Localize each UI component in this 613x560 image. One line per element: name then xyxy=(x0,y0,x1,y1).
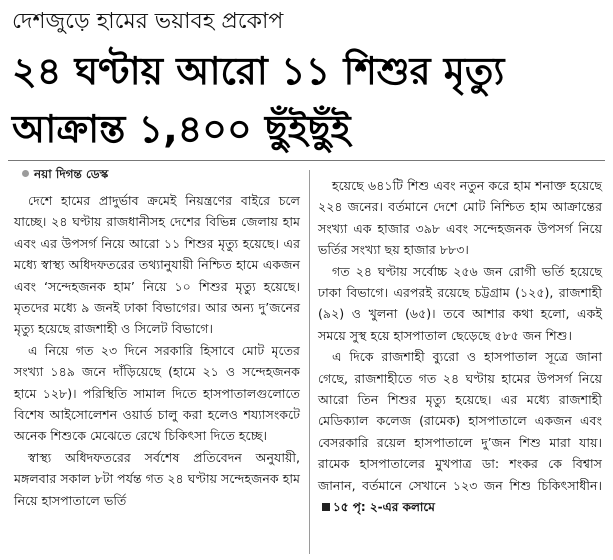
continuation-text: ১৫ পৃ: ২-এর কলামে xyxy=(333,500,435,515)
headline-line-2: আক্রান্ত ১,৪০০ ছুঁইছুঁই xyxy=(12,107,351,151)
article-column-right xyxy=(318,175,602,519)
paragraph: এ নিয়ে গত ২৩ দিনে সরকারি হিসাবে মোট মৃতের সংখ্যা ১৪৯ জনে দাঁড়িয়েছে (হামে ২১ ও সন্দেহজনক হামে ১২৮)। পরিস্থিতি সামাল দিতে হাসপাতালগুলোতে বিশেষ আইসোলেশন ওয়ার্ড চালু করা হলেও শয্যাসংকটে অনেক শিশুকে মেঝেতে রেখে চিকিৎসা দিতে হচ্ছে। xyxy=(14,342,300,444)
paragraph: গত ২৪ ঘণ্টায় সর্বোচ্চ ২৫৬ জন রোগী ভর্তি হয়েছে ঢাকা বিভাগে। এরপরই রয়েছে চট্টগ্রাম (১২৫), রাজশাহী (৯২) ও খুলনা (৬৫)। তবে আশার কথা হলো, একই সময়ে সুস্থ হয়ে হাসপাতাল ছেড়েছে ৫৮৫ জন শিশু। xyxy=(318,263,602,343)
continuation-note xyxy=(318,500,435,514)
paragraph: হয়েছে ৬৪১টি শিশু এবং নতুন করে হাম শনাক্ত হয়েছে ২২৪ জনের। বর্তমানে দেশে মোট নিশ্চিত হাম আক্রান্তের সংখ্যা এক হাজার ৩৯৮ এবং সন্দেহজনক উপসর্গ নিয়ে ভর্তির সংখ্যা ছয় হাজার ৮৮৩। xyxy=(318,178,602,258)
article-column-left xyxy=(14,190,300,511)
bullet-icon xyxy=(22,170,29,177)
paragraph: দেশে হামের প্রাদুর্ভাব ক্রমেই নিয়ন্ত্রণের বাইরে চলে যাচ্ছে। ২৪ ঘণ্টায় রাজধানীসহ দেশের বিভিন্ন জেলায় হাম এবং এর উপসর্গ নিয়ে আরো ১১ শিশুর মৃত্যু হয়েছে। এর মধ্যে স্বাস্থ্য অধিদফতরের তথ্যানুযায়ী নিশ্চিত হামে একজন এবং ‘সন্দেহজনক হাম’ নিয়ে ১০ শিশুর মৃত্যু হয়েছে। মৃতদের মধ্যে ৯ জনই ঢাকা বিভাগের। আর অন্য দু’জনের মৃত্যু হয়েছে রাজশাহী ও সিলেট বিভাগে। xyxy=(14,193,300,337)
column-divider xyxy=(309,170,310,554)
byline xyxy=(22,166,108,186)
headline-rule xyxy=(8,160,605,161)
paragraph-text: এ দিকে রাজশাহী ব্যুরো ও হাসপাতাল সূত্রে জানা গেছে, রাজশাহীতে গত ২৪ ঘণ্টায় হামের উপসর্গ নিয়ে আরো তিন শিশুর মৃত্যু হয়েছে। এর মধ্যে রাজশাহী মেডিক্যাল কলেজ (রামেক) হাসপাতালে একজন এবং বেসরকারি রয়েল হাসপাতালে দু’জন শিশু মারা যায়। রামেক হাসপাতালের মুখপাত্র ডা: শংকর কে বিশ্বাস জানান, বর্তমানে সেখানে ১২৩ জন শিশু চিকিৎসাধীন। xyxy=(318,349,602,493)
paragraph: স্বাস্থ্য অধিদফতরের সর্বশেষ প্রতিবেদন অনুযায়ী, মঙ্গলবার সকাল ৮টা পর্যন্ত গত ২৪ ঘণ্টায় সন্দেহজনক হাম নিয়ে হাসপাতালে ভর্তি xyxy=(14,449,300,508)
paragraph xyxy=(318,346,602,518)
byline-text: নয়া দিগন্ত ডেস্ক xyxy=(34,167,109,181)
kicker: দেশজুড়ে হামের ভয়াবহ প্রকোপ xyxy=(12,9,284,34)
headline-line-1: ২৪ ঘণ্টায় আরো ১১ শিশুর মৃত্যু xyxy=(12,49,505,93)
square-bullet-icon xyxy=(322,503,330,511)
